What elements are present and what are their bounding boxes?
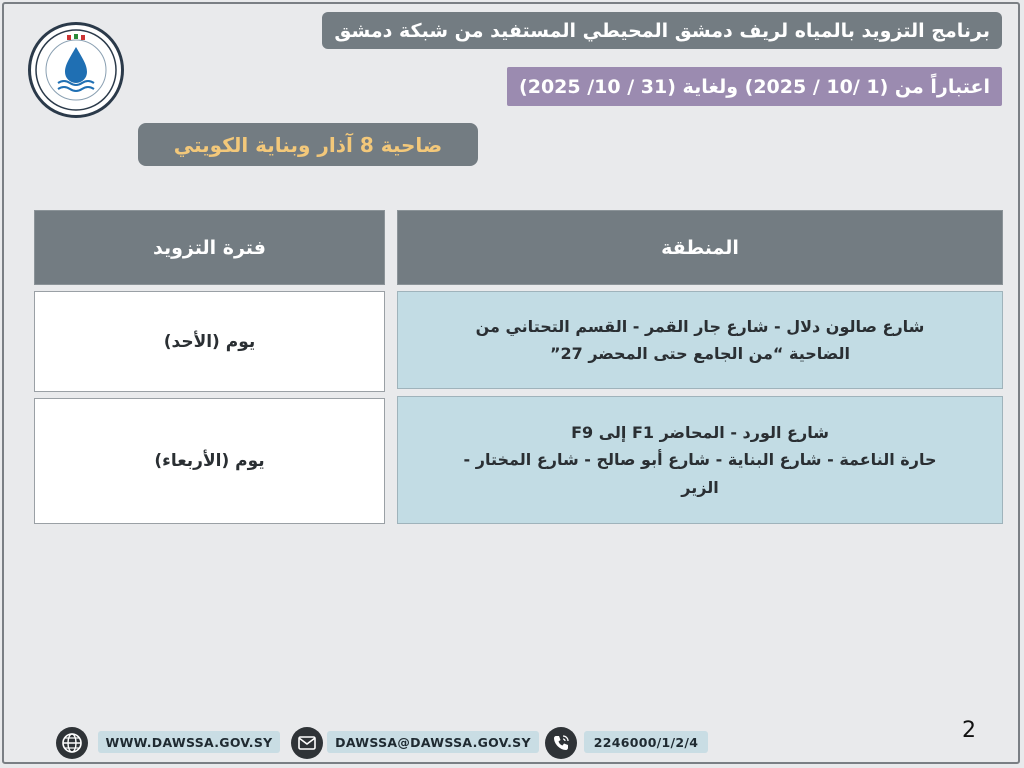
globe-icon [56,727,88,759]
table-row-period: يوم (الأربعاء) [34,398,385,524]
logo-emblem [28,22,124,118]
column-header-region: المنطقة [397,210,1003,285]
region-line: شارع الورد - المحاضر F1 إلى F9 [571,423,829,443]
phone-number[interactable]: 2246000/1/2/4 [584,731,708,753]
area-name: ضاحية 8 آذار وبناية الكويتي [138,123,478,166]
region-line: حارة الناعمة - شارع البناية - شارع أبو صالح - شارع المختار - [463,450,937,470]
page-title: برنامج التزويد بالمياه لريف دمشق المحيطي المستفيد من شبكة دمشق [322,12,1002,49]
region-line: شارع صالون دلال - شارع جار القمر - القسم التحتاني من [475,316,925,336]
email-link[interactable]: DAWSSA@DAWSSA.GOV.SY [327,731,539,753]
column-header-period: فترة التزويد [34,210,385,285]
table-row-period: يوم (الأحد) [34,291,385,392]
table-row-region [397,291,1003,389]
phone-icon [545,727,577,759]
website-link[interactable]: WWW.DAWSSA.GOV.SY [98,731,280,753]
table-row-region [397,396,1003,524]
validity-period: اعتباراً من (1 /10 / 2025) ولغاية (31 / 10/ 2025) [507,67,1002,106]
region-line: الزير [681,477,719,497]
mail-icon [291,727,323,759]
region-line: الضاحية “من الجامع حتى المحضر 27” [549,344,851,363]
page-number: 2 [962,718,976,743]
